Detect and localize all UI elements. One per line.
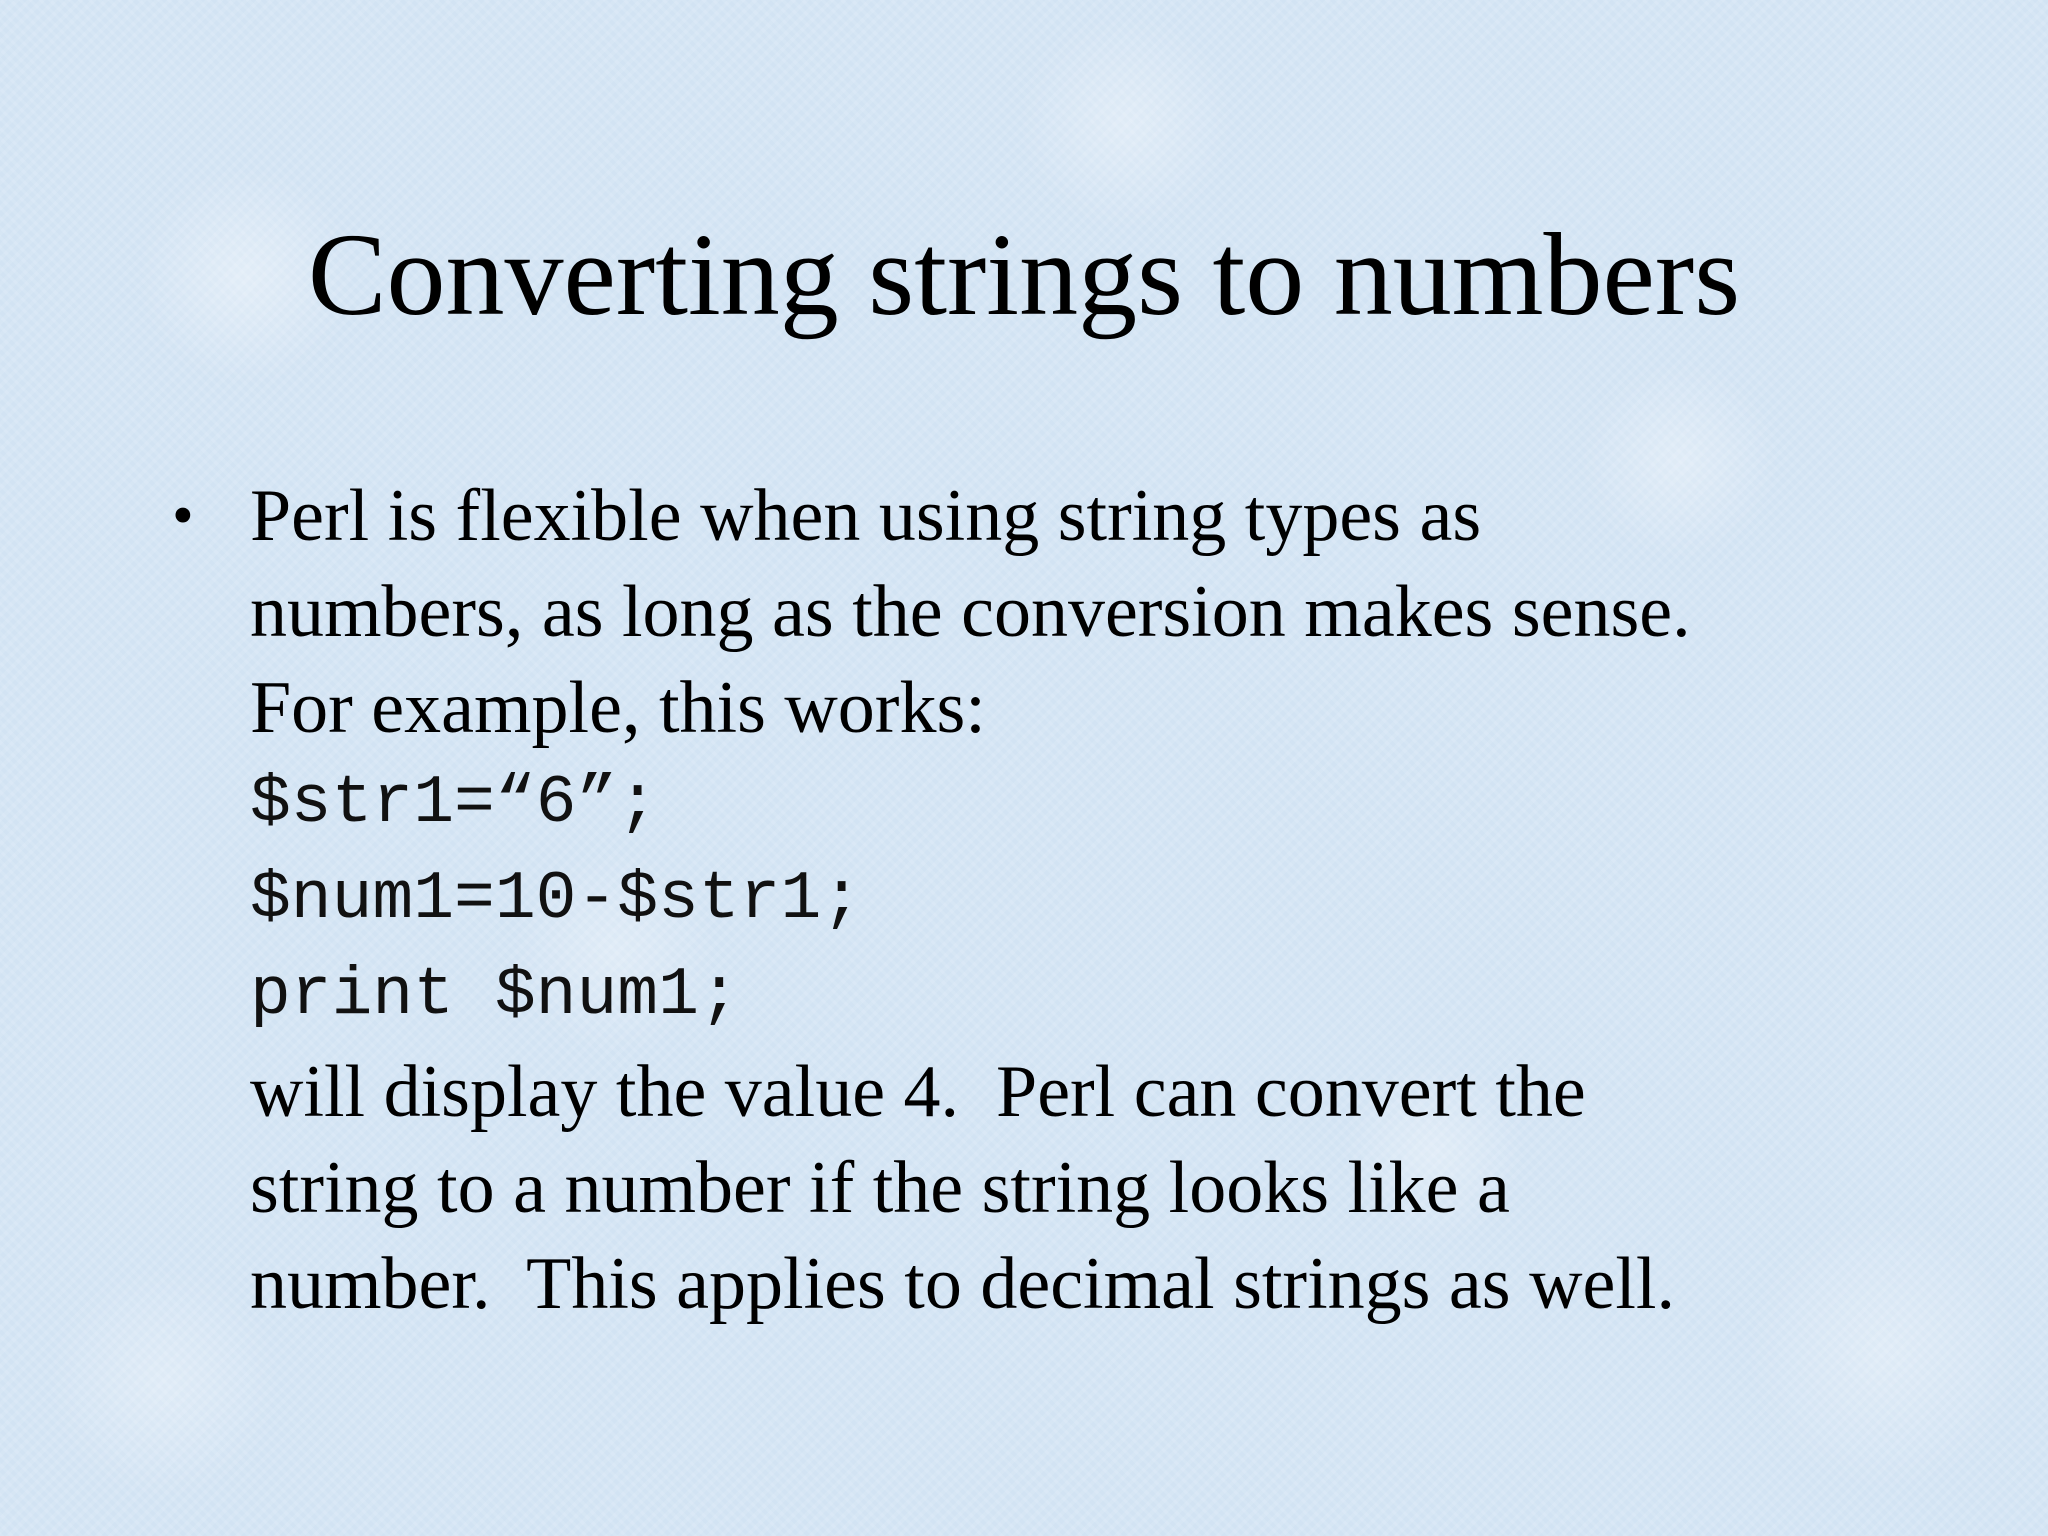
code-line: $num1=10-$str1; <box>250 861 863 938</box>
code-line: print $num1; <box>250 957 740 1034</box>
body-line: Perl is flexible when using string types as <box>250 475 1482 557</box>
code-line: $str1=“6”; <box>250 765 659 842</box>
body-line: numbers, as long as the conversion makes sense. <box>250 571 1691 653</box>
bullet-text <box>250 468 2010 1332</box>
slide-title: Converting strings to numbers <box>307 209 1741 340</box>
body-line: number. This applies to decimal strings as well. <box>250 1243 1675 1325</box>
body-line: will display the value 4. Perl can convert the <box>250 1051 1586 1133</box>
bullet-point: • <box>172 482 194 550</box>
body-line: For example, this works: <box>250 667 986 749</box>
body-line: string to a number if the string looks like a <box>250 1147 1510 1229</box>
